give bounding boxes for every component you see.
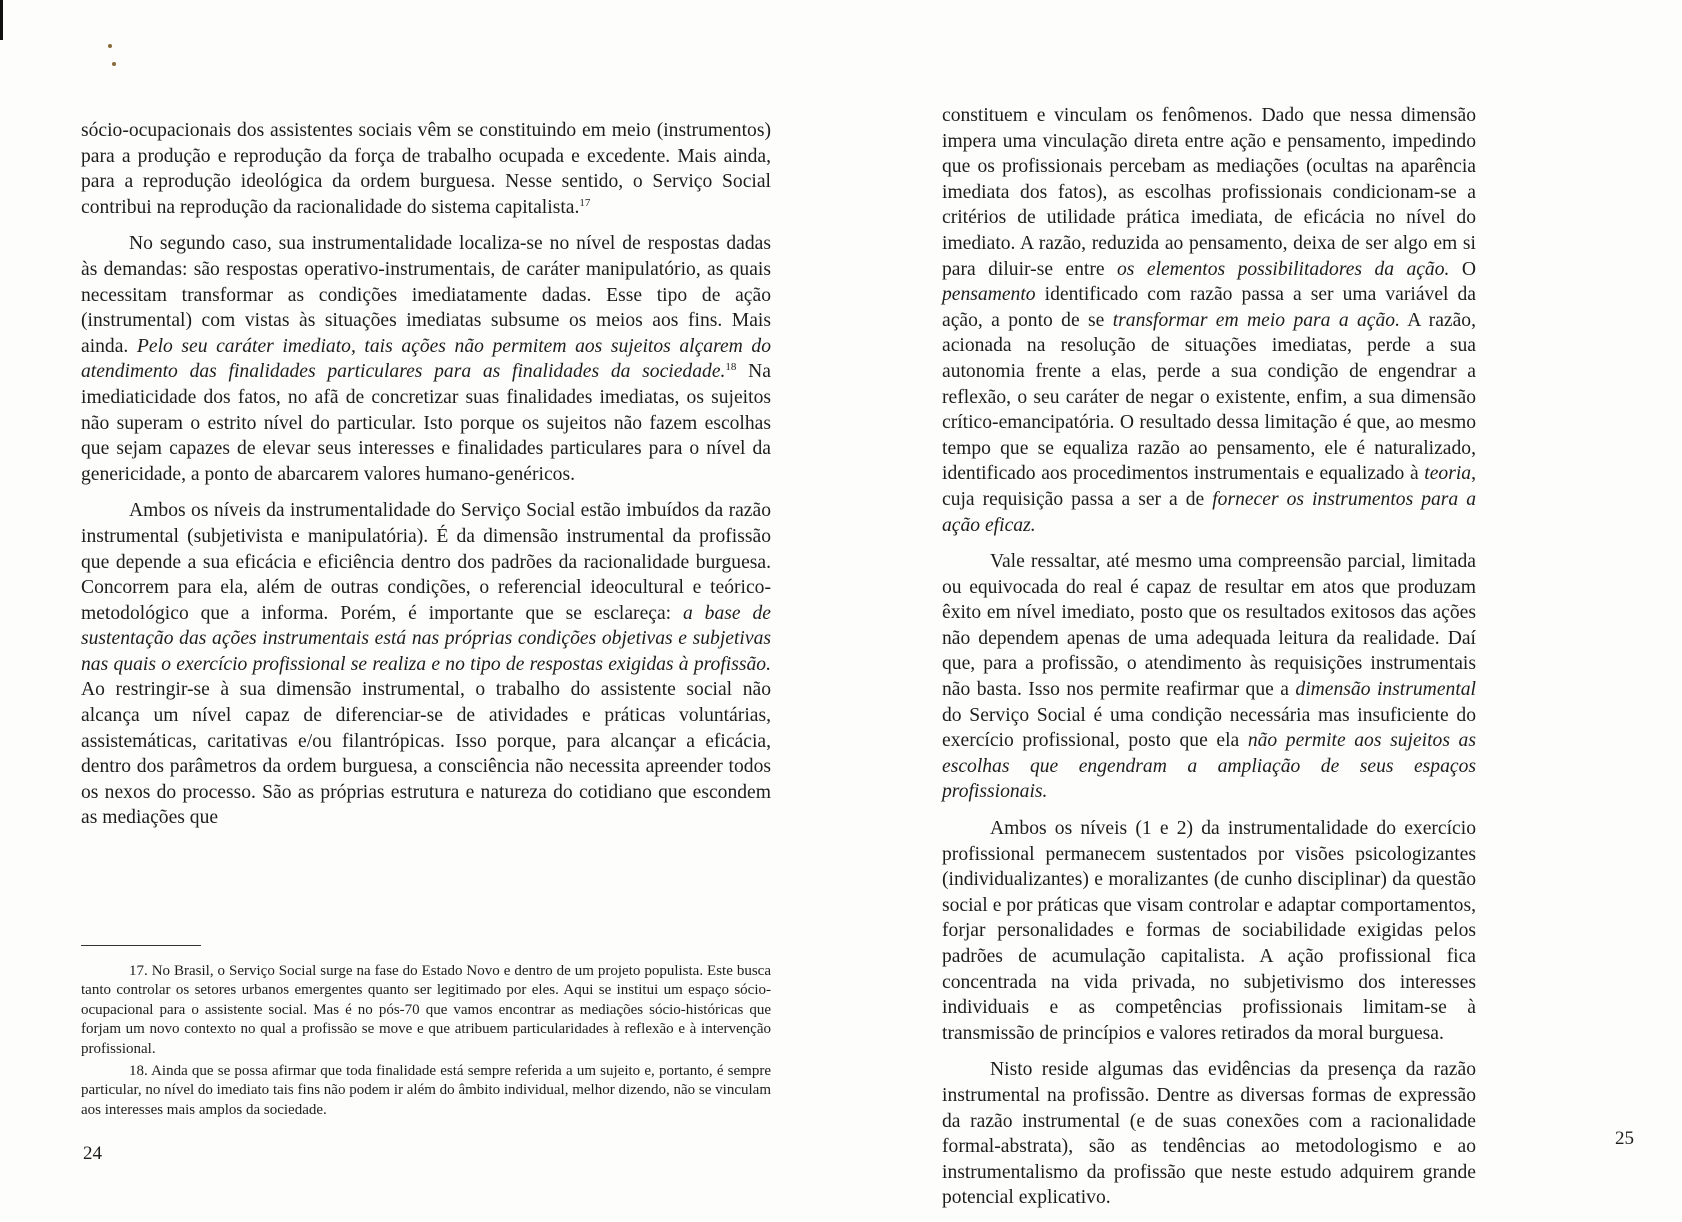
text-run: identificado com razão passa a ser uma variável da ação, a ponto de se (942, 284, 1476, 331)
footnote-ref: 17 (579, 196, 591, 209)
binding-edge (0, 0, 3, 40)
italic-text: teoria (1424, 463, 1472, 485)
text-run: O (1449, 258, 1476, 280)
text-run: Ambos os níveis (1 e 2) da instrumentalidade do exercício profissional permanecem sustentados por visões psicologizantes (individualizantes) e moralizantes (de cunho disciplinar) da questão social e por práticas que visam controlar e adaptar comportamentos, forjar personalidades e formas de sociabilidade exigidas pelos padrões de acumulação capitalista. A ação profissional fica concentrada na vida privada, no subjetivismo dos interesses individuais e as competências profissionais limitam-se à transmissão de princípios e valores retirados da moral burguesa. (942, 818, 1476, 1044)
page-number: 24 (83, 1143, 102, 1164)
speck-mark (112, 62, 116, 66)
text-run: A razão, acionada na resolução de situações imediatas, perde a sua autonomia frente a elas, perde a sua condição de engendrar a reflexão, o seu caráter de negar o existente, enfim, a sua dimensão crítico-emancipatória. O resultado dessa limitação é que, ao mesmo tempo que se equaliza razão ao pensamento, ele é naturalizado, identificado aos procedimentos instrumentais e equalizado à (942, 309, 1476, 485)
italic-text: os elementos possibilitadores da ação. (1117, 258, 1450, 280)
text-run: Na imediaticidade dos fatos, no afã de concretizar suas finalidades imediatas, os sujeitos não superam o estrito nível do particular. Isto porque os sujeitos não fazem escolhas que sejam capazes de elevar seus interesses e finalidades particulares para o nível da genericidade, a ponto de abarcarem valores humano-genéricos. (81, 361, 771, 485)
italic-text: transformar em meio para a ação. (1112, 309, 1400, 331)
italic-text: Pelo seu caráter imediato, tais ações não permitem aos sujeitos alçarem do atendimento das finalidades particulares para as finalidades da sociedade. (81, 335, 771, 383)
text-run: Ao restringir-se à sua dimensão instrumental, o trabalho do assistente social não alcança um nível capaz de diferenciar-se de atividades e práticas voluntárias, assistemáticas, caritativas e/ou filantrópicas. Isso porque, para alcançar a eficácia, dentro dos parâmetros da ordem burguesa, a consciência não necessita apreender todos os nexos do processo. São as próprias estrutura e natureza do cotidiano que escondem as mediações que (81, 679, 771, 829)
footnote-18: 18. Ainda que se possa afirmar que toda finalidade está sempre referida a um sujeito e, portanto, é sempre particular, no nível do imediato tais fins não podem ir além do âmbito individual, melhor dizendo, não se vinculam aos interesses mais amplos da sociedade. (81, 1063, 771, 1118)
text-run: , cuja requisição passa a ser a de (942, 463, 1476, 510)
text-run: No segundo caso, sua instrumentalidade localiza-se no nível de respostas dadas às demandas: são respostas operativo-instrumentais, de caráter manipulatório, as quais necessitam transformar as condições imediatamente dadas. Esse tipo de ação (instrumental) com vistas às situações imediatas subsume os meios aos fins. Mais ainda. (81, 233, 771, 357)
italic-text: pensamento (942, 284, 1036, 306)
right-page (841, 0, 1682, 1222)
text-run: Nisto reside algumas das evidências da presença da razão instrumental na profissão. Dentre as diversas formas de expressão da razão instrumental (e de suas conexões com a racionalidade formal-abstrata), são as tendências ao metodologismo e ao instrumentalismo da profissão que neste estudo adquirem grande potencial explicativo. (942, 1059, 1476, 1209)
footnote-17: 17. No Brasil, o Serviço Social surge na fase do Estado Novo e dentro de um projeto populista. Este busca tanto controlar os setores urbanos emergentes quanto ser legitimado por eles. Aqui se institui um espaço sócio-ocupacional para o assistente social. Mas é no pós-70 que vamos encontrar as mediações sócio-históricas que forjam um novo contexto no qual a profissão se move e que atribuem particularidades à reflexão e à intervenção profissional. (81, 963, 771, 1057)
italic-text: não permite aos sujeitos as escolhas que engendram a ampliação de seus espaços profissionais. (942, 730, 1476, 803)
paragraph (942, 1057, 1476, 1211)
footnotes (81, 962, 771, 1123)
italic-text: fornecer os instrumentos para a ação eficaz. (942, 488, 1476, 536)
text-run: sócio-ocupacionais dos assistentes sociais vêm se constituindo em meio (instrumentos) para a produção e reprodução da força de trabalho ocupada e excedente. Mais ainda, para a reprodução ideológica da ordem burguesa. Nesse sentido, o Serviço Social contribui na reprodução da racionalidade do sistema capitalista. (81, 120, 771, 218)
paragraph (942, 816, 1476, 1046)
text-run: Ambos os níveis da instrumentalidade do Serviço Social estão imbuídos da razão instrumental (subjetivista e manipulatória). É da dimensão instrumental da profissão que depende a sua eficácia e eficiência dentro dos padrões da racionalidade burguesa. Concorrem para ela, além de outras condições, o referencial ideocultural e teórico-metodológico que a informa. Porém, é importante que se esclareça: (81, 500, 771, 624)
left-body-text (81, 118, 771, 842)
footnote-divider (81, 945, 201, 946)
right-body-text (942, 103, 1476, 1222)
italic-text: dimensão instrumental (1295, 679, 1477, 701)
text-run: Vale ressaltar, até mesmo uma compreensão parcial, limitada ou equivocada do real é capaz de resultar em atos que produzam êxito em nível imediato, posto que os resultados exitosos das ações não dependem apenas de uma adequada leitura da realidade. Daí que, para a profissão, o atendimento às requisições instrumentais não basta. Isso nos permite reafirmar que a (942, 551, 1476, 701)
paragraph (942, 103, 1476, 538)
paragraph (942, 549, 1476, 805)
speck-mark (108, 44, 112, 48)
page-number: 25 (1615, 1128, 1634, 1149)
paragraph (81, 231, 771, 487)
text-run: constituem e vinculam os fenômenos. Dado que nessa dimensão impera uma vinculação direta entre ação e pensamento, impedindo que os profissionais percebam as mediações (ocultas na aparência imediata dos fatos), as escolhas profissionais condicionam-se a critérios de utilidade prática imediata, de eficácia no nível do imediato. A razão, reduzida ao pensamento, deixa de ser algo em si para diluir-se entre (942, 105, 1476, 280)
paragraph (81, 498, 771, 831)
italic-text: a base de sustentação das ações instrumentais está nas próprias condições objetivas e subjetivas nas quais o exercício profissional se realiza e no tipo de respostas exigidas à profissão. (81, 602, 771, 675)
paragraph (81, 118, 771, 220)
text-run: do Serviço Social é uma condição necessária mas insuficiente do exercício profissional, posto que ela (942, 704, 1476, 752)
footnote-ref: 18 (725, 361, 737, 374)
